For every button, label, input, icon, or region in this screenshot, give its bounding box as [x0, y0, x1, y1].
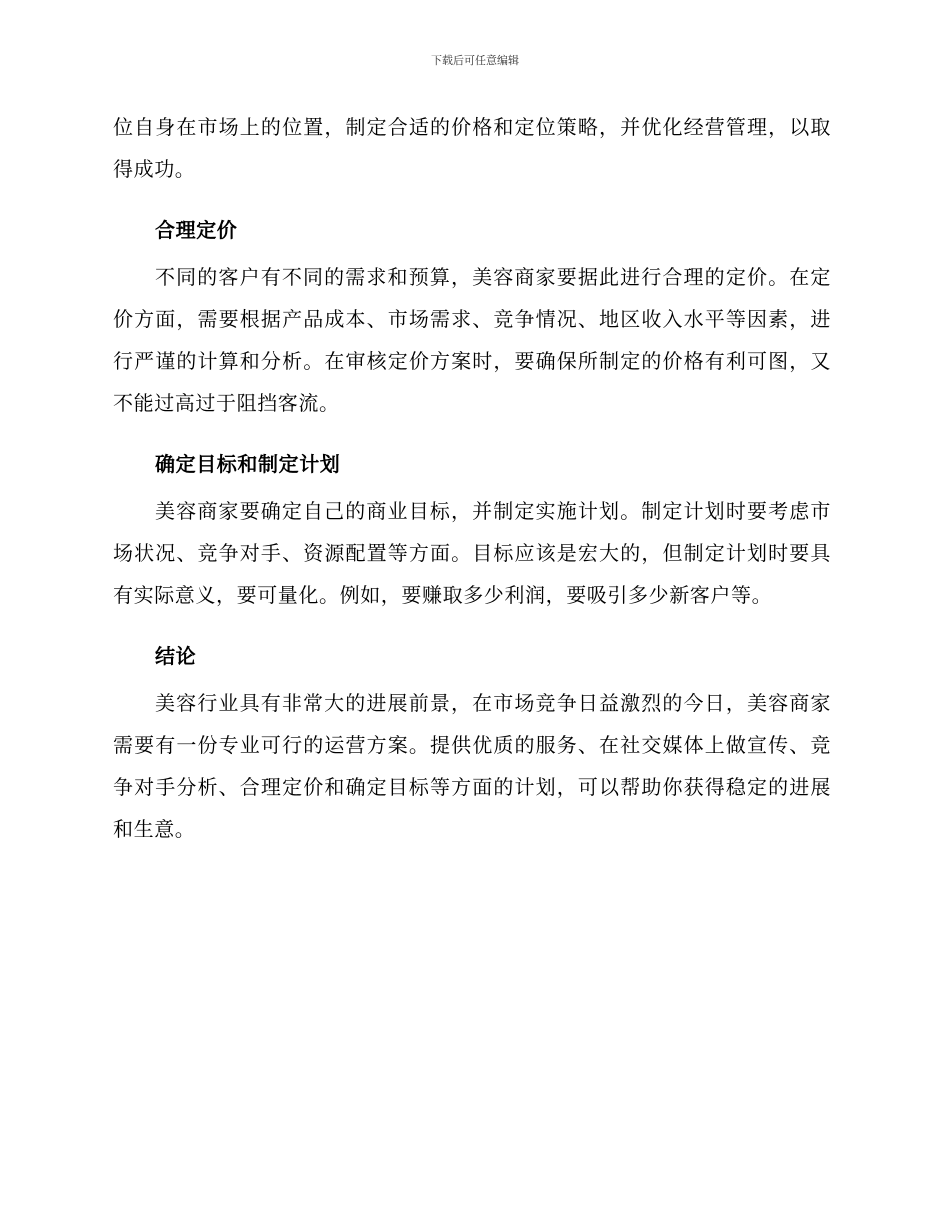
paragraph-goals: 美容商家要确定自己的商业目标，并制定实施计划。制定计划时要考虑市场状况、竞争对手、资源配置等方面。目标应该是宏大的，但制定计划时要具有实际意义，要可量化。例如，要赚取多少利润，要吸引多少新客户等。 — [113, 499, 831, 607]
spacer — [113, 616, 831, 628]
section-heading-conclusion: 结论 — [155, 644, 197, 668]
paragraph-continuation: 位自身在市场上的位置，制定合适的价格和定位策略，并优化经营管理，以取得成功。 — [113, 115, 831, 181]
paragraph-conclusion: 美容行业具有非常大的进展前景，在市场竞争日益激烈的今日，美容商家需要有一份专业可行的运营方案。提供优质的服务、在社交媒体上做宣传、竞争对手分析、合理定价和确定目标等方面的计划，可以帮助你获得稳定的进展和生意。 — [113, 691, 831, 841]
spacer — [113, 190, 831, 202]
document-body — [113, 106, 831, 850]
section-heading-goals: 确定目标和制定计划 — [155, 452, 341, 476]
page-header-note: 下载后可任意编辑 — [431, 54, 519, 67]
section-heading-pricing: 合理定价 — [155, 218, 238, 242]
spacer — [113, 424, 831, 436]
paragraph-pricing: 不同的客户有不同的需求和预算，美容商家要据此进行合理的定价。在定价方面，需要根据产品成本、市场需求、竞争情况、地区收入水平等因素，进行严谨的计算和分析。在审核定价方案时，要确保所制定的价格有利可图，又不能过高过于阻挡客流。 — [113, 265, 831, 415]
